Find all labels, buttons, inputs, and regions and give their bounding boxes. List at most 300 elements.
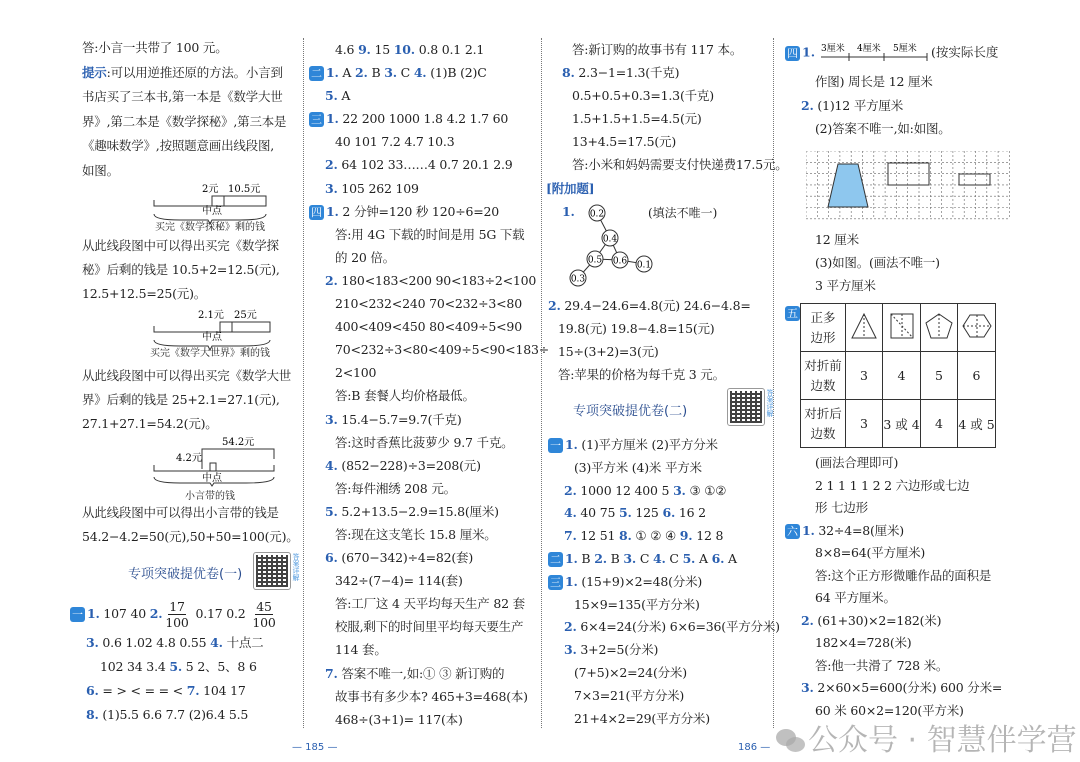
line-text: 界》后剩的钱是 25+2.1=27.1(元), [82,392,280,407]
answer-line [309,107,549,130]
answer-line [548,480,780,503]
answer-line [546,84,788,107]
svg-text:3厘米: 3厘米 [821,44,845,54]
answer-line [546,38,788,61]
segment-note: (按实际长度 [931,44,999,60]
table-row [801,400,996,448]
line-text: 125 [631,505,663,521]
svg-text:2.1元: 2.1元 [198,310,224,321]
grid-drawing [806,151,1012,221]
answer-line [309,500,549,523]
trapezoid-shape [828,164,868,207]
answer-line [785,475,1002,498]
line-text: B [606,550,624,566]
question-number: 6. [662,505,676,521]
answer-line [785,452,1002,475]
line-text: (852−228)÷3=208(元) [337,457,481,473]
question-number: 1. [326,203,339,219]
graph-node-label: 0.5 [587,255,603,266]
question-number: 5. [325,503,338,519]
question-number: 6. [325,550,338,566]
answer-line [548,662,780,685]
question-number: 8. [562,65,575,81]
line-text: 60 米 60×2=120(平方米) [815,702,964,718]
line-text: 40 101 7.2 4.7 10.3 [335,134,455,150]
answer-line [309,523,549,546]
answer-line [785,700,1002,723]
answer-line [309,315,549,338]
line-text: 5 2、5、8 6 [182,659,257,674]
answer-line [532,340,751,363]
line-text: 作图) 周长是 12 厘米 [815,74,933,89]
table-cell [921,304,958,352]
question-number: 2. [325,157,338,173]
square-icon [887,310,917,342]
question-number: 5. [325,88,338,104]
answer-line [82,85,286,110]
heading-text: 提示 [82,64,107,80]
line-text: 15 [370,42,394,57]
answer-line [548,525,780,548]
answer-line [546,130,788,153]
question-number: 2. [564,619,577,635]
line-text: 32÷4=8(厘米) [814,522,904,538]
line-text: 0.5+0.5+0.3=1.3(千克) [572,88,714,104]
line-text: 12.5+12.5=25(元)。 [82,286,207,301]
answer-line [785,520,1002,543]
row-header-line: 正多 [810,309,836,325]
line-text: 107 40 [99,606,150,621]
rectangle-shape [959,174,990,185]
diagram-caption: 买完《数学探秘》剩的钱 [155,222,265,233]
line-text: 114 套。 [335,642,387,658]
line-text: (7+5)×2=24(分米) [574,664,687,680]
answer-line [309,408,549,431]
answers-col4-b [785,228,940,297]
answer-line [548,548,780,571]
answer-line [82,412,291,436]
table-cell: 4 [883,352,921,400]
line-text: 秘》后剩的钱是 10.5+2=12.5(元), [82,262,280,277]
answer-line [548,457,780,480]
question-number: 2. [801,97,814,113]
line-text: 12 厘米 [815,232,859,247]
line-text: (15+9)×2=48(分米) [577,573,703,589]
answer-line [70,679,279,703]
line-text: (1)B (2)C [426,65,487,81]
question-number: 4. [325,457,338,473]
line-text: (1)12 平方厘米 [813,97,904,113]
answer-line [785,677,1002,700]
line-text: C [396,65,414,81]
line-text: 答:这个正方形微雕作品的面积是 [815,567,992,583]
section-badge: 二 [550,552,561,566]
answer-line [785,565,1002,588]
line-text: 210<232<240 70<232÷3<80 [335,296,522,312]
diagram-caption: 买完《数学大世界》剩的钱 [150,348,270,359]
answer-line [309,269,549,292]
section-badge: 六 [787,524,798,538]
answers-col4-a [785,70,951,141]
answer-line [309,292,549,315]
line-text: 3+2=5(分米) [576,642,659,658]
question-number: 1. [565,437,578,452]
answer-line [546,153,788,176]
answer-line [309,84,549,107]
answer-line [548,708,780,731]
line-text: 0.8 0.1 2.1 [414,42,485,57]
polygon-fold-table [800,303,996,448]
line-text: 校服,剩下的时间里平均每天要生产 [335,619,524,635]
answer-line [70,703,279,727]
watermark [776,724,1077,758]
answer-line [532,294,751,317]
table-cell: 3 [846,352,883,400]
answer-line [309,708,549,731]
line-text: 21+4×2=29(平方分米) [574,710,710,726]
column-divider [303,38,304,728]
explanation-text [82,234,280,306]
graph-node-label: 0.6 [612,256,628,267]
line-text: 19.8(元) 19.8−4.8=15(元) [558,321,715,336]
hexagon-icon [962,310,992,342]
question-number: 3. [325,180,338,196]
line-text: 29.4−24.6=4.8(元) 24.6−4.8= [560,298,751,313]
answer-line [70,631,279,655]
svg-text:10.5元: 10.5元 [228,184,261,195]
fraction [252,599,275,630]
question-number: 5. [619,505,632,521]
answer-line [70,597,279,631]
question-number: 1. [562,203,575,219]
question-number: 7. [325,665,338,681]
question-number: 6. [86,683,99,698]
table-cell: 4 或 5 [958,400,996,448]
question-number: 5. [169,659,183,674]
table-cell [846,304,883,352]
row-header [801,400,846,448]
answers-section-2 [548,434,780,730]
line-text: ① ② ④ [631,528,680,544]
question-number: 6. [711,550,725,566]
question-number: 9. [679,528,693,544]
graph-node-label: 0.2 [589,209,605,220]
question-number: 3. [623,550,637,566]
line-text: 15.4−5.7=9.7(千克) [337,411,462,427]
line-text: 答:小言一共带了 100 元。 [82,40,228,55]
answer-line [309,130,549,153]
answers-extra [532,294,751,386]
line-text: (1)平方厘米 (2)平方分米 [577,437,718,452]
line-text: (670−342)÷4=82(套) [337,550,474,566]
svg-text:中点: 中点 [202,473,222,484]
question-number: 1. [802,44,816,60]
answer-line [309,569,549,592]
line-text: 界》,第二本是《数学探秘》,第三本是 [82,113,287,129]
line-text: 54.2−4.2=50(元),50+50=100(元)。 [82,529,299,544]
svg-text:中点: 中点 [202,206,222,217]
line-text: 0.17 0.2 [191,606,250,621]
question-number: 8. [619,528,632,544]
question-number: 8. [86,707,99,722]
answer-line [309,361,549,384]
answer-line [82,36,286,61]
section-badge: 五 [787,307,798,320]
line-text: 12 51 [576,528,619,544]
answer-line [548,434,780,457]
svg-text:4.2元: 4.2元 [176,453,202,464]
question-number: 3. [86,635,99,650]
wechat-icon [776,729,806,755]
line-text: ③ ①② [685,482,727,498]
answer-line [309,685,549,708]
answer-line [309,384,549,407]
line-text: 答:这时香蕉比菠萝少 9.7 千克。 [335,434,514,450]
line-text: 答:B 套餐人均价格最低。 [335,388,475,404]
question-number: 3. [801,680,814,695]
line-text: 答案不唯一,如:① ③ 新订购的 [337,665,505,681]
line-text: 5.2+13.5−2.9=15.8(厘米) [337,503,499,519]
answer-line [785,655,1002,678]
answer-line [548,616,780,639]
graph-node-label: 0.3 [570,274,586,285]
row-header-line: 对折前 [804,357,842,373]
line-text: 6×4=24(分米) 6×6=36(平方分米) [576,619,780,635]
page-number-right: 186 — [738,742,771,753]
line-text: A [338,65,356,81]
answer-line [548,685,780,708]
line-text: 从此线段图中可以得出小言带的钱是 [82,505,279,520]
table-cell: 3 或 4 [883,400,921,448]
line-text: (1)5.5 6.6 7.7 (2)6.4 5.5 [98,707,249,722]
answer-line [82,134,286,159]
section-badge: 三 [550,575,561,589]
line-text: (3)如图。(画法不唯一) [815,255,940,270]
triangle-icon [849,310,879,342]
number-graph [560,195,660,295]
graph-node-label: 0.1 [636,260,652,271]
line-text: 答:用 4G 下载的时间是用 5G 下载 [335,226,525,242]
section-title: 专项突破提优卷(二) [573,404,688,419]
line-text: 0.6 1.02 4.8 0.55 [98,635,211,650]
answer-line [309,592,549,615]
answer-line [309,615,549,638]
answer-line [548,502,780,525]
line-text: 70<232÷3<80<409÷5<90<183÷ [335,342,549,358]
line-text: 2 1 1 1 1 2 2 六边形或七边 [815,477,970,493]
answers-section-1 [70,597,279,727]
row-header-line: 边形 [810,329,836,345]
answers-col4-c [785,452,1002,722]
line-text: 2<100 [335,365,377,381]
answer-line [309,200,549,223]
line-text: 400<409<450 80<409÷5<90 [335,319,522,335]
question-number: 1. [87,606,100,621]
line-text: (画法合理即可) [815,455,899,470]
line-text: 书店买了三本书,第一本是《数学大世 [82,89,283,105]
qr-code[interactable] [727,388,765,426]
question-number: 4. [413,65,427,81]
line-text: 13+4.5=17.5(元) [572,134,677,150]
line-text: 1.5+1.5+1.5=4.5(元) [572,111,702,127]
row-header [801,304,846,352]
numerator: 17 [169,599,185,614]
question-number: 3. [325,411,338,427]
answer-line [785,274,940,297]
svg-text:54.2元: 54.2元 [222,437,255,448]
line-text: 64 102 33……4 0.7 20.1 2.9 [337,157,513,173]
length-segment [819,42,931,64]
question-number: 2. [564,482,577,498]
line-text: :可以用逆推还原的方法。小言到 [106,64,283,80]
svg-text:2元: 2元 [202,184,219,195]
row-header-line: 对折后 [804,405,842,421]
answer-line [785,610,1002,633]
answer-line [785,117,951,141]
table-cell: 5 [921,352,958,400]
question-number: 5. [682,550,696,566]
line-text: A [695,550,712,566]
answer-line [309,223,549,246]
rectangle-shape [888,163,929,185]
question-number: 1. [326,111,339,127]
denominator: 100 [165,615,189,630]
section-title: 专项突破提优卷(一) [128,567,243,582]
line-text: (3)平方米 (4)米 平方米 [574,459,702,475]
section-badge: 一 [550,439,561,452]
line-text: 180<183<200 90<183÷2<100 [337,272,537,288]
answer-line [309,338,549,361]
diagram-caption: 小言带的钱 [185,491,235,502]
fraction [165,599,188,630]
line-text: 12 8 [692,528,724,544]
answer-line [785,94,951,118]
question-number: 4. [564,505,577,521]
line-text: 1000 12 400 5 [576,482,674,498]
watermark-text: 公众号 · 智慧伴学营 [808,723,1077,758]
line-segment-diagram [150,437,290,487]
answer-line [532,317,751,340]
line-text: (61+30)×2=182(米) [813,612,942,628]
answer-line [82,61,286,86]
line-text: 《趣味数学》,按照题意画出线段图, [82,138,275,154]
svg-text:4厘米: 4厘米 [857,44,881,54]
answer-line [785,70,951,94]
answer-line [785,228,940,251]
answer-line [309,61,549,84]
line-text: 故事书有多少本? 465+3=468(本) [335,688,528,704]
row-header-line: 边数 [810,425,836,441]
answer-line [309,38,549,61]
table-row [801,352,996,400]
line-text: 答:工厂这 4 天平均每天生产 82 套 [335,596,525,612]
graph-node-label: 0.4 [602,234,618,245]
answer-line [785,587,1002,610]
line-text: 2.3−1=1.3(千克) [574,65,680,81]
question-number: 1. [802,522,815,538]
line-text: 40 75 [576,505,619,521]
section-badge: 四 [787,46,798,60]
answer-line [309,662,549,685]
answer-line [785,632,1002,655]
line-text: 15÷(3+2)=3(元) [558,344,659,359]
question-number: 2. [548,298,561,313]
line-text: 8×8=64(平方厘米) [815,545,926,560]
line-text: 答:现在这支笔长 15.8 厘米。 [335,526,497,542]
answer-line [785,497,1002,520]
answer-line [309,638,549,661]
answer-line [70,655,279,679]
question-number: 10. [393,42,415,57]
line-text: 答:他一共滑了 728 米。 [815,657,949,673]
question-number: 3. [384,65,397,81]
hint-text [82,36,286,184]
qr-code[interactable] [253,552,291,590]
line-text: = > < = = < [98,683,187,698]
question-number: 4. [652,550,666,566]
answer-line [785,542,1002,565]
answer-line [82,110,286,135]
answer-line [82,388,291,412]
answer-line [309,246,549,269]
answer-line [548,571,780,594]
answer-line [309,454,549,477]
table-cell: 4 [921,400,958,448]
line-text: C [636,550,653,566]
table-cell: 6 [958,352,996,400]
line-text: B [577,550,595,566]
section-badge: 三 [311,113,322,127]
svg-text:中点: 中点 [202,332,222,343]
segment-answer [785,42,998,64]
answer-line [532,363,751,386]
line-text: 从此线段图中可以得出买完《数学大世 [82,368,292,383]
row-header-line: 边数 [810,377,836,393]
answer-line [82,234,280,258]
line-text: 105 262 109 [337,180,419,196]
line-text: 答:每件湘绣 208 元。 [335,480,456,496]
question-number: 1. [326,65,339,81]
answers-column-2 [309,38,549,731]
question-number: 2. [801,612,814,628]
row-header [801,352,846,400]
line-text: 答:小米和妈妈需要支付快递费17.5元。 [572,157,788,173]
line-text: 2×60×5=600(分米) 600 分米= [813,680,1003,695]
answer-line [82,282,280,306]
line-text: 22 200 1000 1.8 4.2 1.7 60 [338,111,509,127]
line-text: 答:苹果的价格为每千克 3 元。 [558,367,725,382]
question-number: 9. [358,42,371,57]
question-number: 1. [565,573,578,589]
line-text: 十点二 [222,635,264,650]
answer-line [309,546,549,569]
line-text: 64 平方厘米。 [815,590,896,605]
page-number-left: — 185 — [292,742,338,753]
qr-label: 答案详解 [292,553,300,581]
line-text: 468÷(3+1)= 117(本) [335,711,463,727]
section-badge: 二 [311,67,322,81]
line-text: 2 分钟=120 秒 120÷6=20 [338,203,499,219]
line-text: B [367,65,385,81]
explanation-text [82,501,299,549]
pentagon-icon [924,310,954,342]
table-cell [958,304,996,352]
answer-line [546,107,788,130]
answer-line [309,477,549,500]
question-number: 2. [594,550,607,566]
question-number: 2. [355,65,368,81]
answer-line [309,177,549,200]
